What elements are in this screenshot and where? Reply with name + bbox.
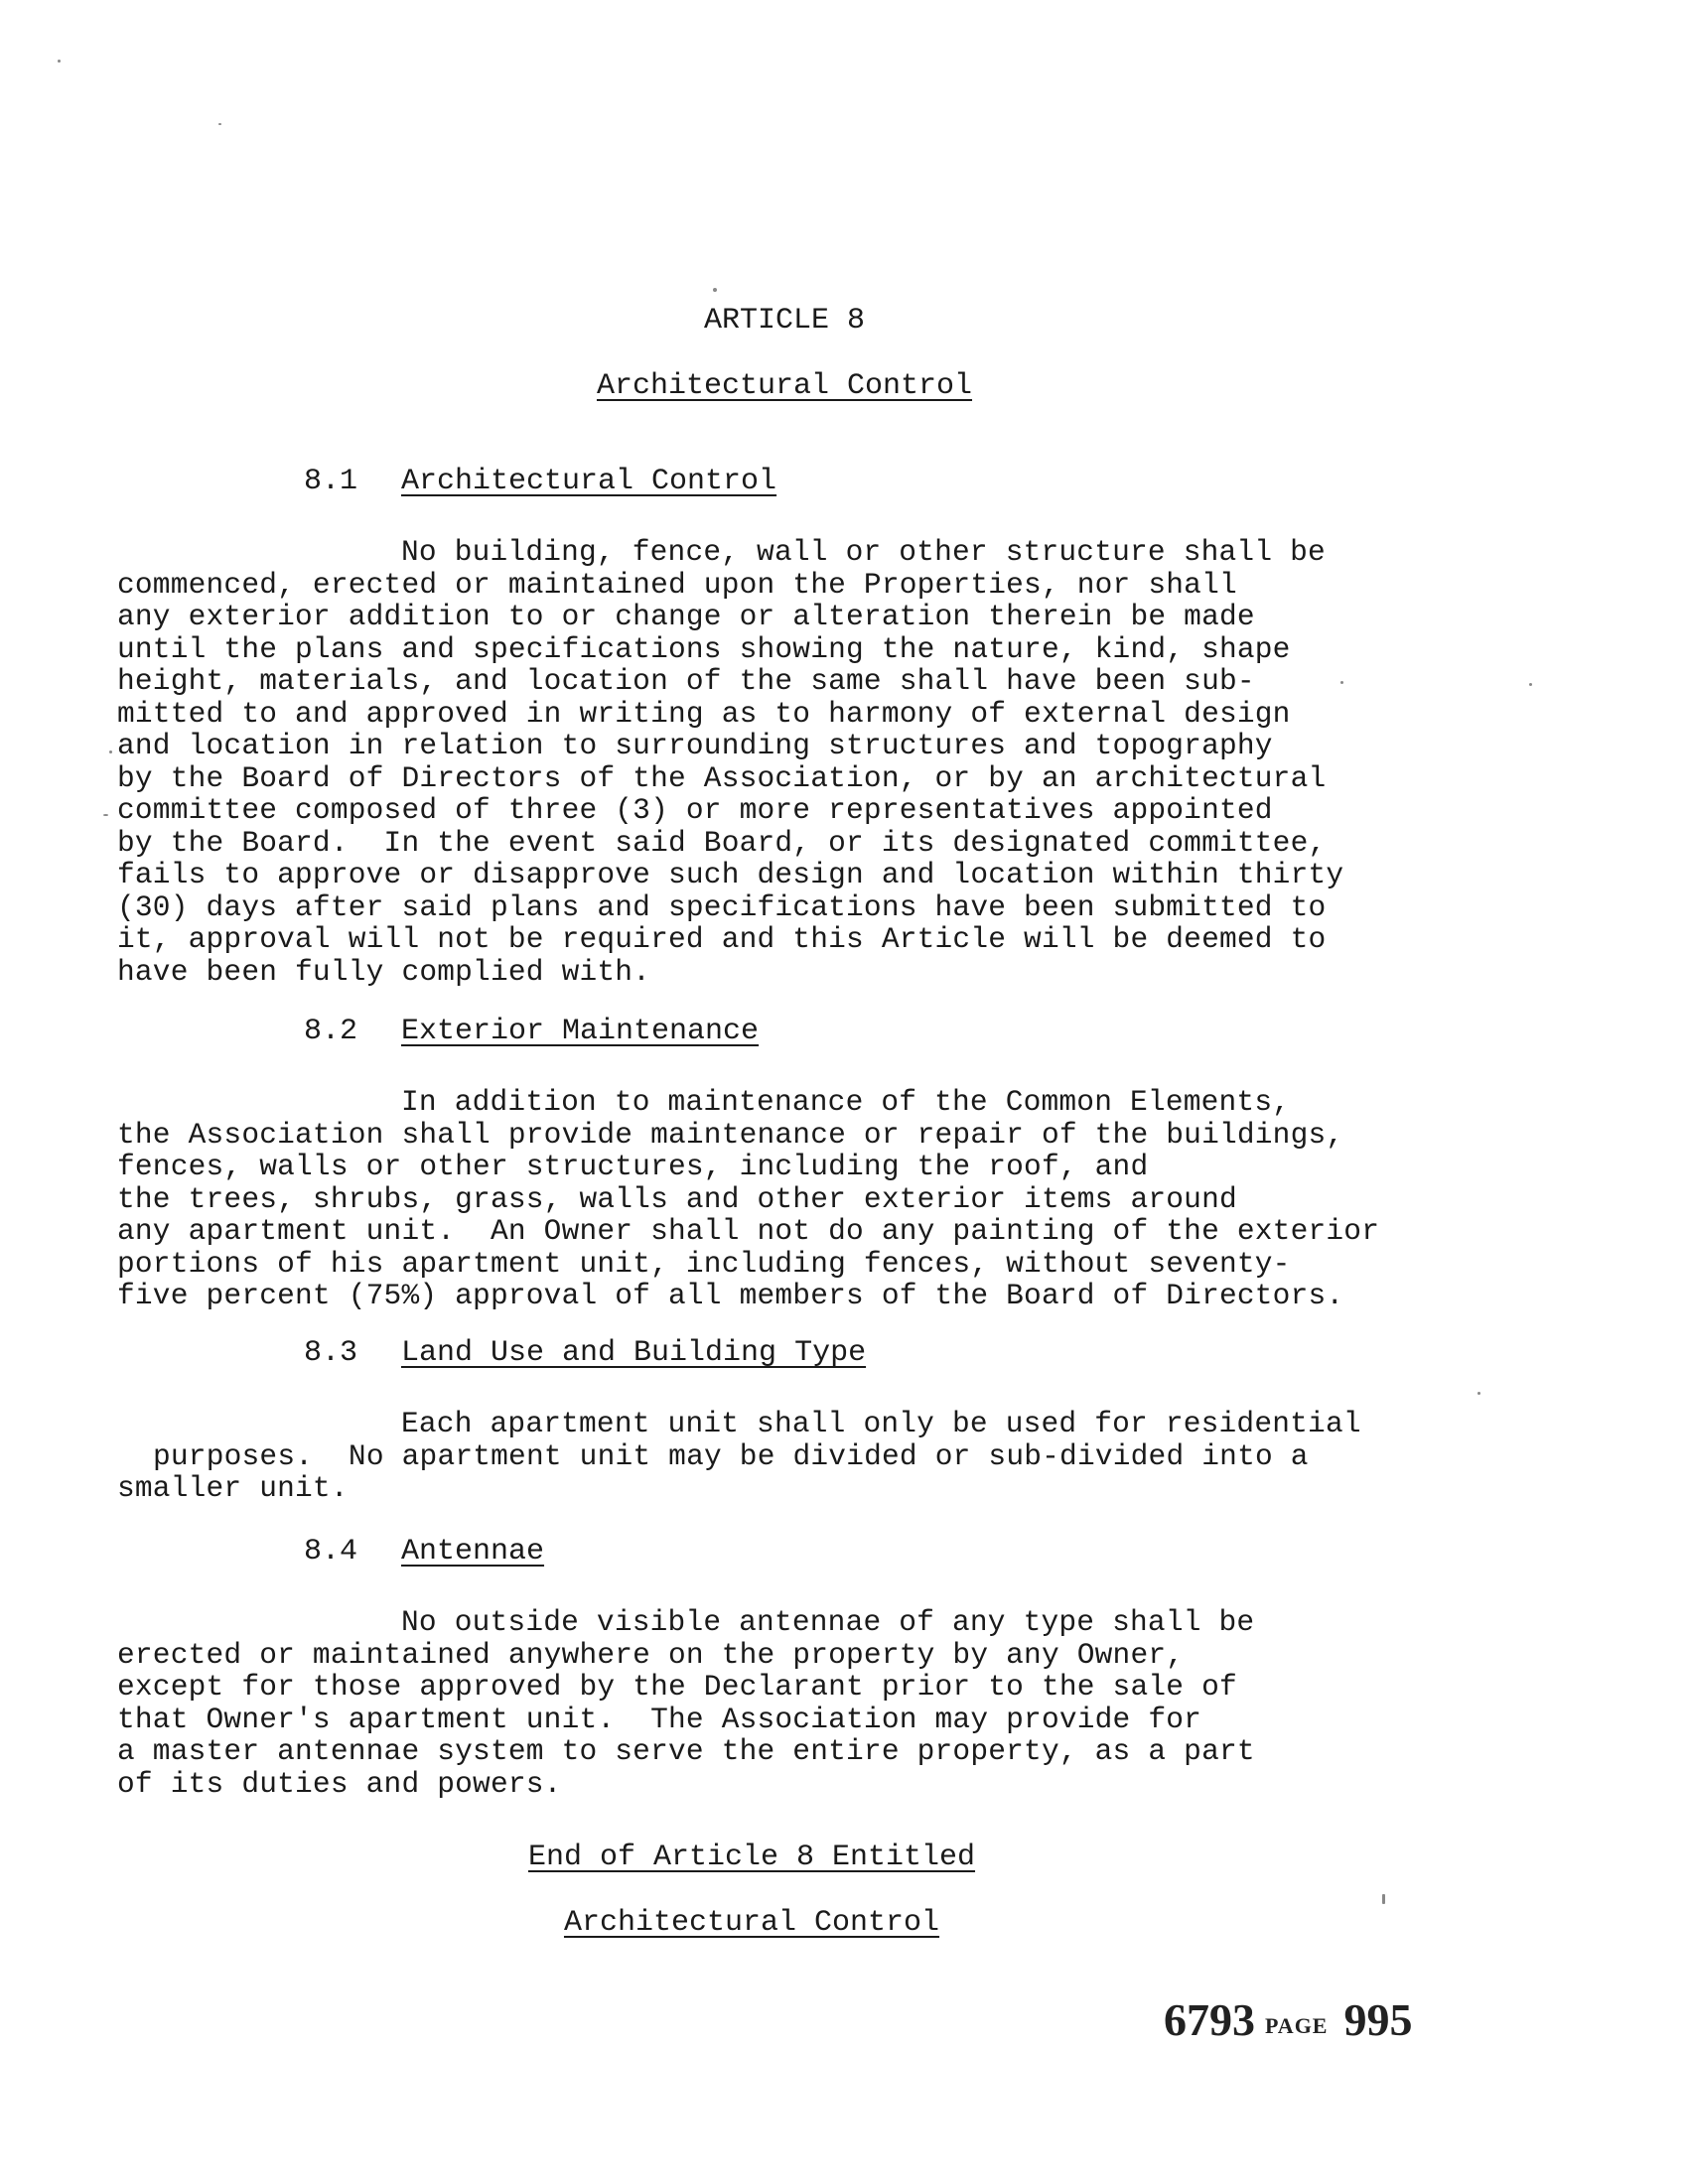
section-body-8-3: [117, 1408, 1361, 1505]
book-number: 6793: [1164, 1994, 1255, 2045]
text-line: In addition to maintenance of the Common Elements,: [401, 1085, 1291, 1119]
scan-speck: [58, 60, 61, 63]
section-title: Exterior Maintenance: [401, 1015, 760, 1048]
text-line: the trees, shrubs, grass, walls and other exterior items around: [117, 1181, 1237, 1216]
closing-line-2-wrap: [0, 1906, 1503, 1940]
closing-line-1: End of Article 8 Entitled: [527, 1841, 976, 1874]
scan-speck: [1477, 1392, 1480, 1395]
text-line: committee composed of three (3) or more representatives appointed: [117, 793, 1273, 827]
scan-speck: [109, 751, 112, 753]
text-line: fails to approve or disapprove such design and location within thirty: [117, 858, 1344, 891]
text-line: (30) days after said plans and specifications have been submitted to: [117, 889, 1327, 924]
text-line: commenced, erected or maintained upon the Properties, nor shall: [117, 567, 1237, 602]
section-body-8-1: [117, 536, 1343, 988]
scan-speck: [103, 814, 108, 816]
text-line: by the Board of Directors of the Association, or by an architectural: [117, 760, 1327, 795]
text-line: except for those approved by the Declarant prior to the sale of: [117, 1670, 1237, 1704]
section-number: 8.1: [304, 465, 358, 498]
text-line: No outside visible antennae of any type shall be: [401, 1605, 1255, 1639]
text-line: five percent (75%) approval of all members of the Board of Directors.: [117, 1279, 1344, 1312]
article-title: Architectural Control: [596, 369, 973, 403]
section-heading-8-3: [304, 1336, 866, 1370]
text-line: until the plans and specifications showing the nature, kind, shape: [117, 631, 1291, 666]
text-line: No building, fence, wall or other structure shall be: [401, 535, 1326, 569]
section-body-8-4: [117, 1606, 1255, 1800]
section-heading-8-4: [304, 1535, 544, 1569]
scan-speck: [1382, 1894, 1385, 1904]
page-number: 995: [1343, 1994, 1413, 2045]
scan-speck: [218, 123, 221, 125]
book-page-stamp: [1164, 1993, 1412, 2046]
page-label: PAGE: [1265, 2013, 1329, 2038]
section-title: Antennae: [401, 1535, 545, 1569]
text-line: fences, walls or other structures, including the roof, and: [117, 1150, 1149, 1183]
section-number: 8.4: [304, 1535, 358, 1569]
text-line: it, approval will not be required and this Article will be deemed to: [117, 922, 1327, 956]
section-number: 8.3: [304, 1336, 358, 1370]
text-line: a master antennae system to serve the entire property, as a part: [117, 1734, 1255, 1768]
text-line: have been fully complied with.: [117, 954, 651, 989]
article-number: ARTICLE 8: [703, 304, 866, 338]
text-line: the Association shall provide maintenance or repair of the buildings,: [117, 1117, 1344, 1152]
section-body-8-2: [117, 1086, 1379, 1312]
text-line: height, materials, and location of the same shall have been sub-: [117, 664, 1255, 698]
text-line: by the Board. In the event said Board, or its designated committee,: [117, 825, 1327, 860]
text-line: purposes. No apartment unit may be divided or sub-divided into a: [153, 1438, 1309, 1473]
text-line: portions of his apartment unit, including fences, without seventy-: [117, 1246, 1291, 1281]
section-number: 8.2: [304, 1015, 358, 1048]
text-line: erected or maintained anywhere on the property by any Owner,: [117, 1637, 1185, 1672]
section-title: Architectural Control: [401, 465, 777, 498]
text-line: of its duties and powers.: [117, 1766, 562, 1801]
text-line: that Owner's apartment unit. The Association may provide for: [117, 1702, 1202, 1736]
text-line: and location in relation to surrounding structures and topography: [117, 729, 1273, 762]
section-heading-8-2: [304, 1015, 759, 1048]
article-title-wrap: [0, 369, 1569, 403]
text-line: smaller unit.: [117, 1471, 349, 1505]
section-title: Land Use and Building Type: [401, 1336, 867, 1370]
text-line: any apartment unit. An Owner shall not do any painting of the exterior: [117, 1214, 1380, 1248]
scan-speck: [713, 288, 717, 292]
closing-line-2: Architectural Control: [563, 1906, 940, 1940]
text-line: any exterior addition to or change or alteration therein be made: [117, 600, 1255, 633]
text-line: mitted to and approved in writing as to harmony of external design: [117, 696, 1291, 731]
text-line: Each apartment unit shall only be used for residential: [401, 1407, 1361, 1440]
scan-speck: [1529, 683, 1532, 686]
closing-line-1-wrap: [0, 1841, 1503, 1874]
scan-speck: [1340, 681, 1343, 684]
section-heading-8-1: [304, 465, 776, 498]
